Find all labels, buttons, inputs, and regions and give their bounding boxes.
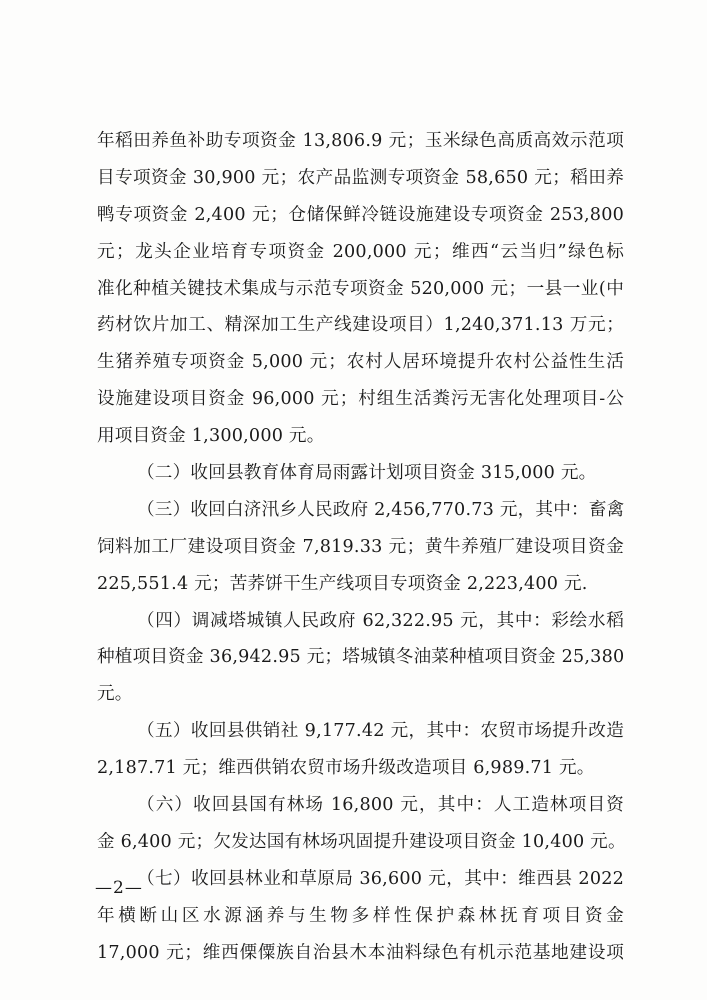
paragraph-3-line: （三）收回白济汛乡人民政府 2,456,770.73 元，其中：畜禽 xyxy=(137,499,625,520)
text-line: 准化种植关键技术集成与示范专项资金 520,000 元；一县一业(中 xyxy=(97,278,624,299)
paragraph-2-line: （二）收回县教育体育局雨露计划项目资金 315,000 元。 xyxy=(137,463,597,484)
paragraph-7-line: （七）收回县林业和草原局 36,600 元，其中：维西县 2022 xyxy=(137,868,624,889)
text-line: 用项目资金 1,300,000 元。 xyxy=(97,426,325,447)
paragraph-5-line: （五）收回县供销社 9,177.42 元，其中：农贸市场提升改造 xyxy=(137,721,624,742)
text-line: 饲料加工厂建设项目资金 7,819.33 元；黄牛养殖厂建设项目资金 xyxy=(97,536,624,557)
text-line: 鸭专项资金 2,400 元；仓储保鲜冷链设施建设专项资金 253,800 xyxy=(97,204,624,225)
body-text xyxy=(97,123,624,971)
text-line: 2,187.71 元；维西供销农贸市场升级改造项目 6,989.71 元。 xyxy=(97,758,595,779)
text-line: 生猪养殖专项资金 5,000 元；农村人居环境提升农村公益性生活 xyxy=(97,352,624,373)
text-line: 目专项资金 30,900 元；农产品监测专项资金 58,650 元；稻田养 xyxy=(97,167,624,188)
text-line: 药材饮片加工、精深加工生产线建设项目）1,240,371.13 万元； xyxy=(97,315,624,336)
text-line: 金 6,400 元；欠发达国有林场巩固提升建设项目资金 10,400 元。 xyxy=(97,831,626,852)
text-line: 设施建设项目资金 96,000 元；村组生活粪污无害化处理项目-公 xyxy=(97,389,624,410)
text-line: 17,000 元；维西傈僳族自治县木本油料绿色有机示范基地建设项 xyxy=(97,942,624,963)
text-line: 元；龙头企业培育专项资金 200,000 元；维西“云当归”绿色标 xyxy=(97,241,624,262)
page-number: —2— xyxy=(95,878,143,898)
text-line: 年稻田养鱼补助专项资金 13,806.9 元；玉米绿色高质高效示范项 xyxy=(97,131,624,151)
text-line: 种植项目资金 36,942.95 元；塔城镇冬油菜种植项目资金 25,380 xyxy=(97,647,625,668)
text-line: 年横断山区水源涵养与生物多样性保护森林抚育项目资金 xyxy=(97,905,624,926)
text-line: 元。 xyxy=(97,684,133,705)
paragraph-4-line: （四）调减塔城镇人民政府 62,322.95 元，其中：彩绘水稻 xyxy=(137,610,624,631)
text-line: 225,551.4 元；苦荞饼干生产线项目专项资金 2,223,400 元. xyxy=(97,573,588,594)
paragraph-6-line: （六）收回县国有林场 16,800 元，其中：人工造林项目资 xyxy=(137,795,624,816)
